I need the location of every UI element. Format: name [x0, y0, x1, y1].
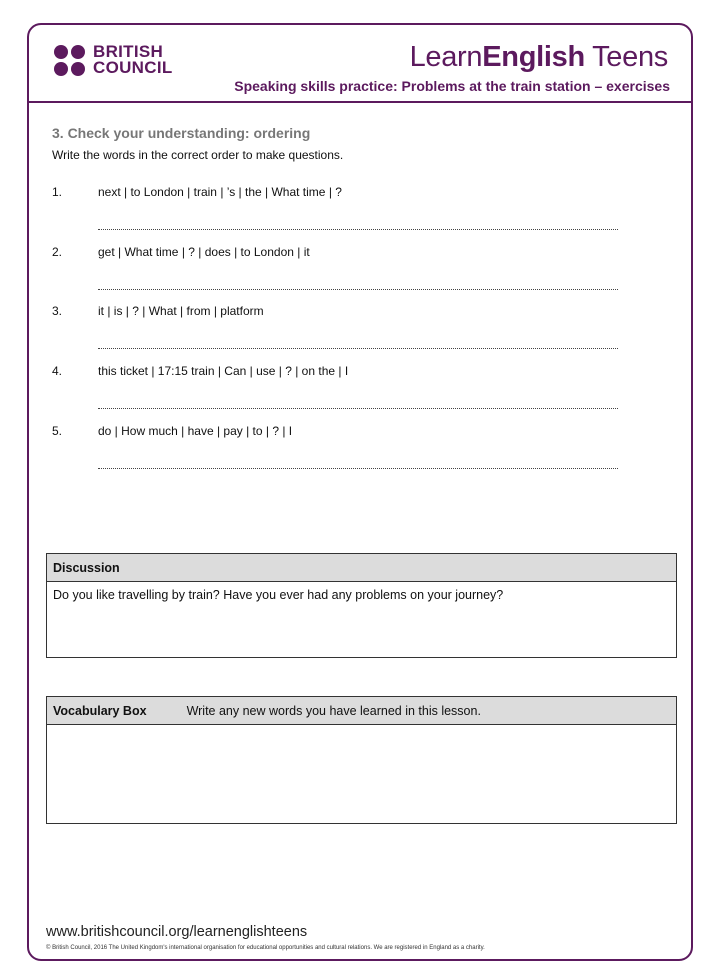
- vocabulary-note: Write any new words you have learned in this lesson.: [186, 703, 481, 718]
- question-number: 4.: [52, 364, 63, 378]
- british-council-logo: [54, 44, 173, 76]
- vocabulary-header: [47, 697, 676, 725]
- vocabulary-title: Vocabulary Box: [53, 703, 147, 718]
- footer-url[interactable]: www.britishcouncil.org/learnenglishteens: [46, 924, 308, 940]
- discussion-title: Discussion: [53, 560, 120, 575]
- learnenglish-teens-logo: LearnEnglish Teens: [409, 41, 668, 73]
- section-instruction: Write the words in the correct order to make questions.: [52, 148, 344, 162]
- question-number: 1.: [52, 185, 63, 199]
- question-words: do | How much | have | pay | to | ? | I: [98, 424, 293, 438]
- discussion-prompt: Do you like travelling by train? Have you ever had any problems on your journey?: [53, 588, 504, 602]
- answer-line[interactable]: [98, 289, 618, 290]
- question-number: 2.: [52, 245, 63, 259]
- question-words: it | is | ? | What | from | platform: [98, 304, 264, 318]
- header-divider: [27, 101, 693, 103]
- section-title: 3. Check your understanding: ordering: [52, 125, 311, 141]
- answer-line[interactable]: [98, 229, 618, 230]
- discussion-header: [47, 554, 676, 582]
- vocabulary-writing-area[interactable]: [47, 725, 676, 827]
- discussion-box: [46, 553, 677, 658]
- vocabulary-box: [46, 696, 677, 824]
- question-number: 3.: [52, 304, 63, 318]
- question-words: get | What time | ? | does | to London | it: [98, 245, 310, 259]
- answer-line[interactable]: [98, 468, 618, 469]
- answer-line[interactable]: [98, 348, 618, 349]
- brand-line-1: BRITISH: [93, 42, 164, 61]
- question-words: this ticket | 17:15 train | Can | use | ? | on the | I: [98, 364, 349, 378]
- logo-dots-icon: [54, 45, 85, 76]
- answer-line[interactable]: [98, 408, 618, 409]
- question-words: next | to London | train | ’s | the | What time | ?: [98, 185, 342, 199]
- question-number: 5.: [52, 424, 63, 438]
- footer-legal: © British Council, 2016 The United Kingdom's international organisation for educational opportunities and cultural relations. We are registered in England as a charity.: [46, 945, 485, 951]
- brand-line-2: COUNCIL: [93, 58, 173, 77]
- page-subtitle: Speaking skills practice: Problems at the train station – exercises: [234, 78, 670, 94]
